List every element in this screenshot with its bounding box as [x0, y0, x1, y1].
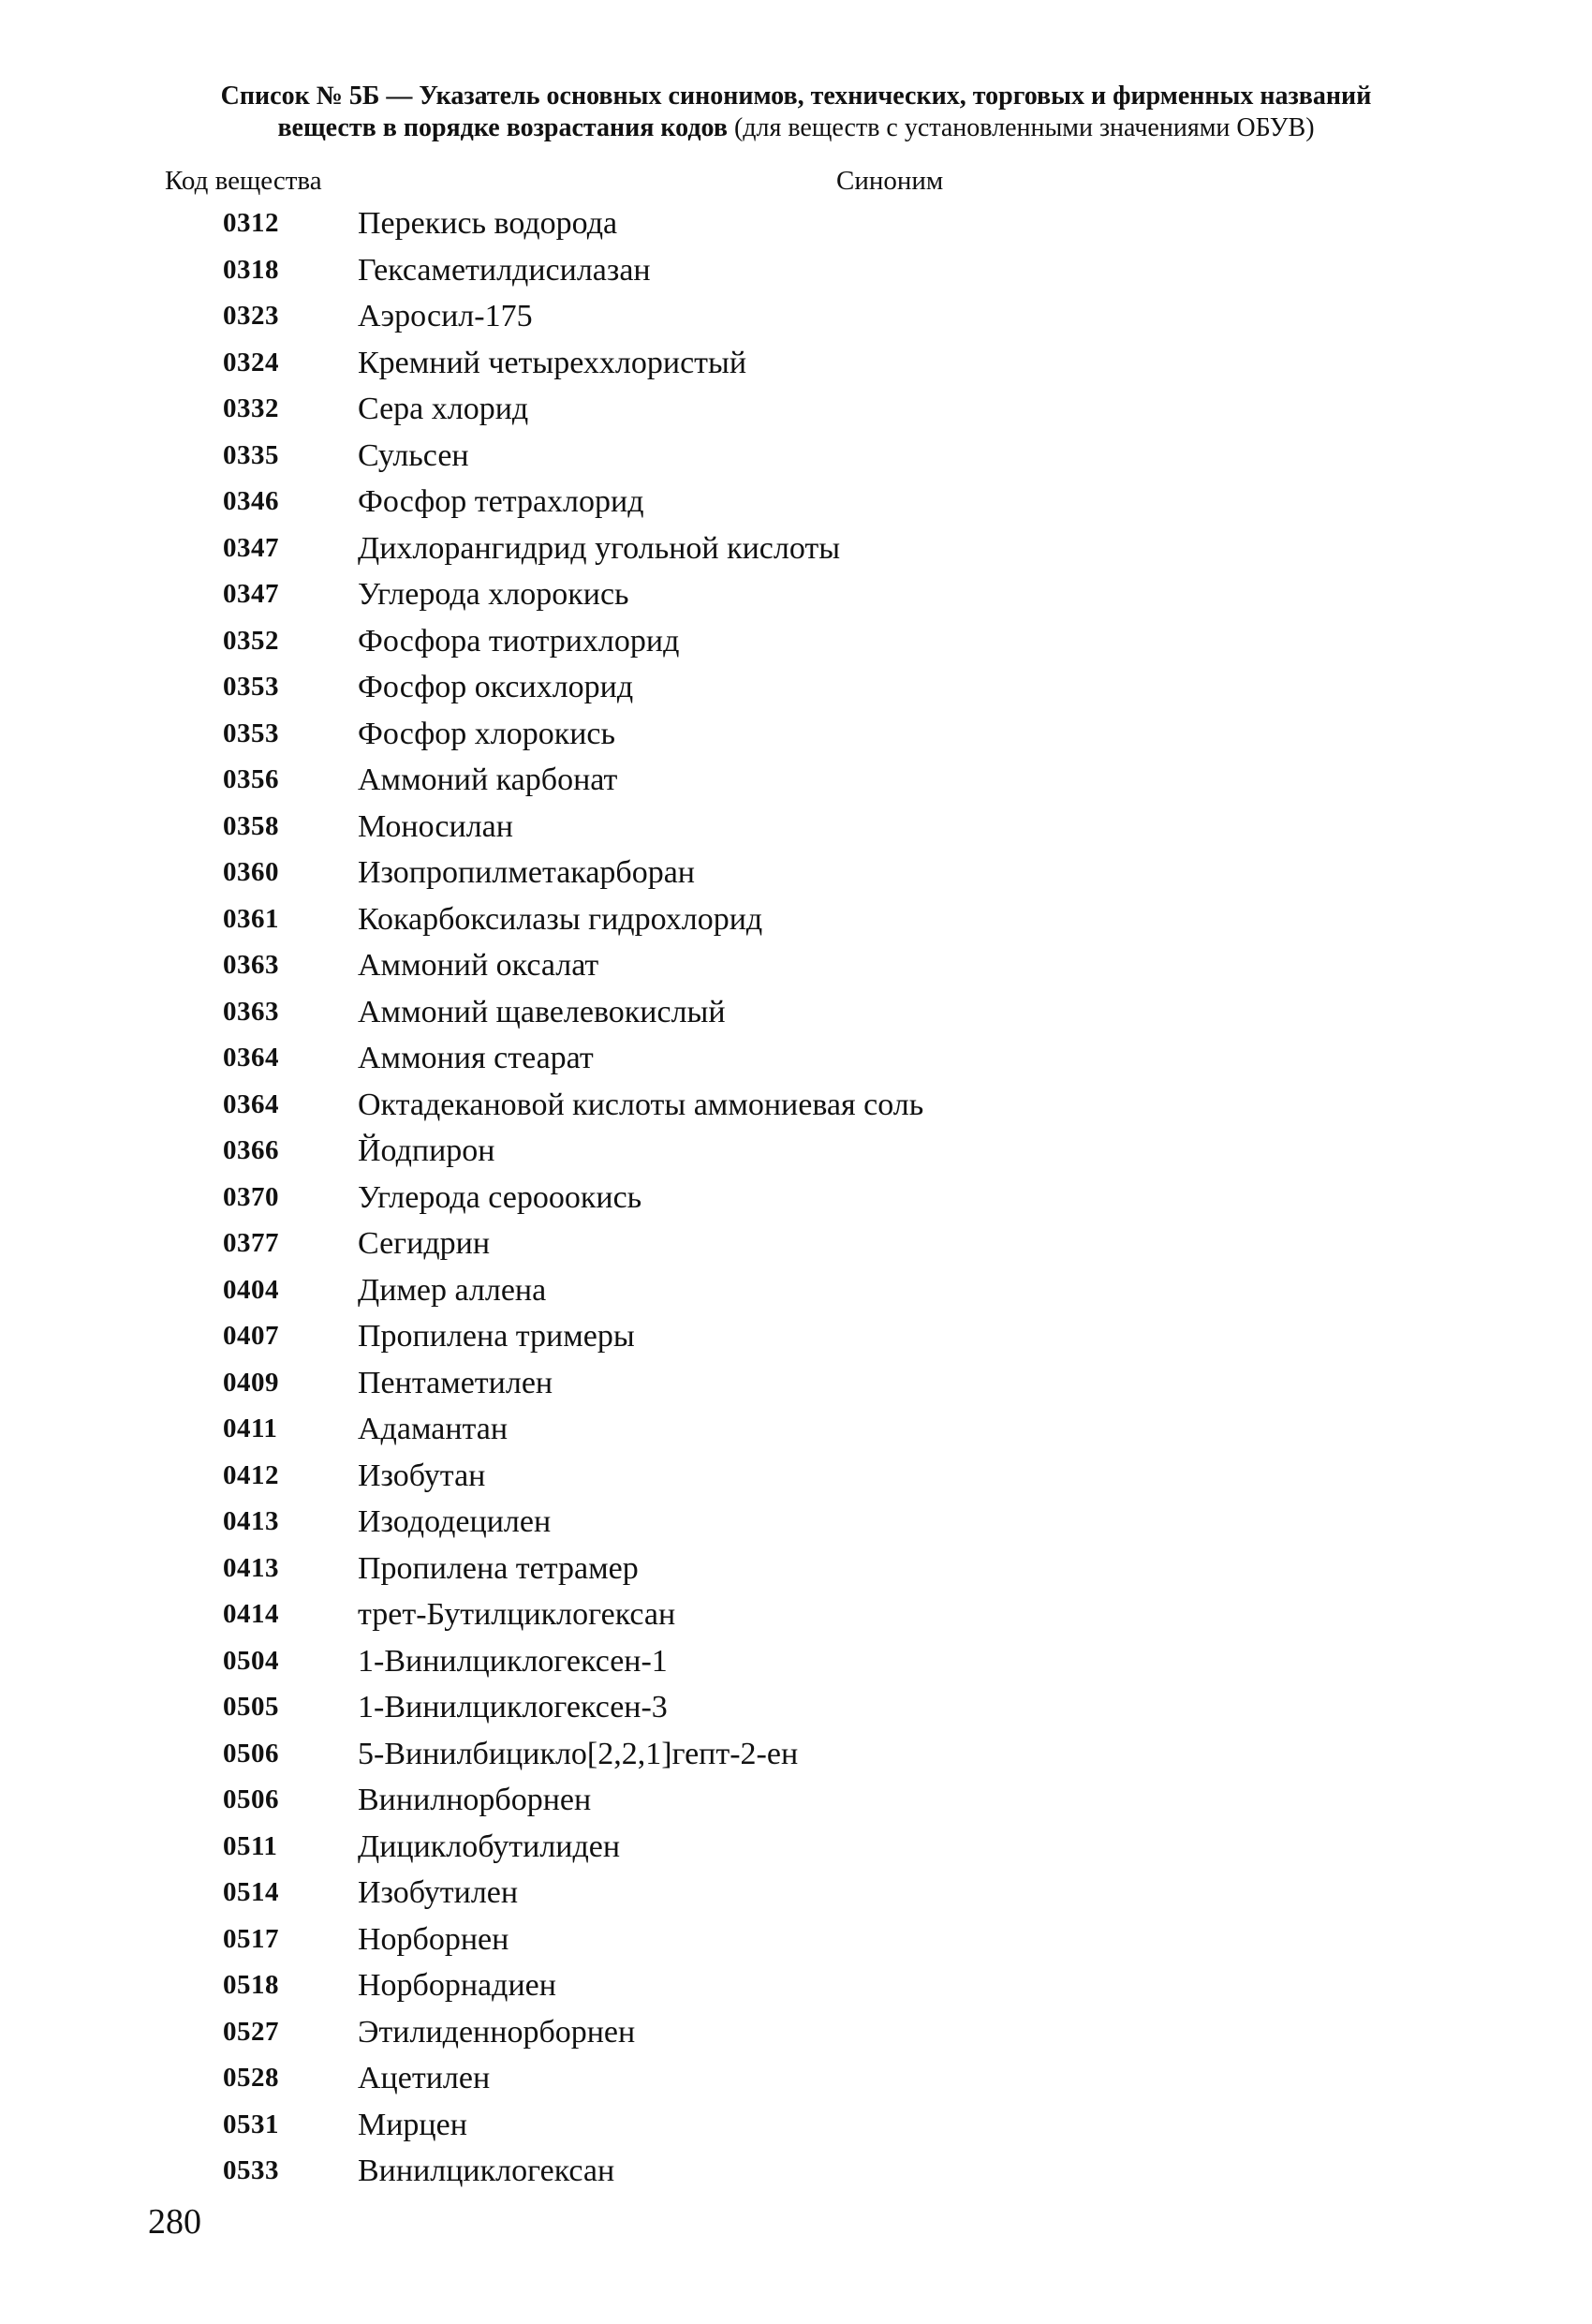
table-row	[0, 340, 1592, 387]
table-row	[0, 1360, 1592, 1407]
table-row	[0, 1082, 1592, 1129]
substance-code: 0407	[223, 1321, 279, 1351]
synonym-name: Октадекановой кислоты аммониевая соль	[358, 1087, 924, 1122]
synonym-name: Гексаметилдисилазан	[358, 252, 651, 288]
substance-code: 0323	[223, 301, 279, 331]
synonym-name: Углерода серооокись	[358, 1179, 642, 1215]
table-row	[0, 1546, 1592, 1592]
substance-code: 0324	[223, 347, 279, 377]
list-title	[169, 81, 1423, 144]
substance-code: 0360	[223, 857, 279, 887]
synonym-name: Моносилан	[358, 808, 513, 844]
substance-code: 0413	[223, 1552, 279, 1583]
table-row	[0, 200, 1592, 247]
table-row	[0, 1591, 1592, 1638]
substance-code: 0404	[223, 1274, 279, 1305]
table-row	[0, 479, 1592, 525]
list-title-bold: Список № 5Б — Указатель основных синонимов, технических, торговых и фирменных названий веществ в порядке возрастания кодов	[220, 81, 1372, 142]
substance-code: 0361	[223, 903, 279, 934]
table-row	[0, 1499, 1592, 1546]
synonym-name: Димер аллена	[358, 1272, 547, 1308]
substance-code: 0511	[223, 1830, 278, 1861]
table-row	[0, 1313, 1592, 1360]
table-row	[0, 757, 1592, 804]
substance-code: 0414	[223, 1599, 279, 1629]
substance-code: 0335	[223, 439, 279, 470]
table-row	[0, 1870, 1592, 1917]
synonym-name: Винилциклогексан	[358, 2154, 615, 2188]
synonym-name: Пропилена тетрамер	[358, 1550, 639, 1586]
synonym-name: Перекись водорода	[358, 206, 618, 241]
table-row	[0, 525, 1592, 572]
substance-code: 0370	[223, 1181, 279, 1212]
table-row	[0, 571, 1592, 618]
synonym-name: Пропилена тримеры	[358, 1319, 635, 1354]
synonym-name: Углерода хлорокись	[358, 577, 629, 612]
substance-code: 0409	[223, 1367, 279, 1398]
substance-code: 0527	[223, 2016, 279, 2047]
synonym-table	[0, 200, 1592, 2195]
substance-code: 0363	[223, 950, 279, 980]
table-row	[0, 942, 1592, 989]
synonym-name: Аммоний оксалат	[358, 948, 599, 983]
synonym-name: Дициклобутилиден	[358, 1828, 621, 1864]
table-row	[0, 293, 1592, 340]
synonym-name: Кремний четыреххлористый	[358, 345, 747, 380]
synonym-column-header: Синоним	[836, 166, 944, 196]
synonym-name: Кокарбоксилазы гидрохлорид	[358, 901, 763, 937]
substance-code: 0318	[223, 254, 279, 285]
table-row	[0, 850, 1592, 896]
table-row	[0, 2009, 1592, 2056]
synonym-name: 5-Винилбицикло[2,2,1]гепт-2-ен	[358, 1736, 799, 1771]
table-row	[0, 1731, 1592, 1778]
substance-code: 0353	[223, 718, 279, 748]
table-row	[0, 2055, 1592, 2102]
table-row	[0, 664, 1592, 711]
synonym-name: Норборнадиен	[358, 1968, 556, 2003]
substance-code: 0353	[223, 672, 279, 702]
table-row	[0, 1221, 1592, 1267]
synonym-name: Изопропилметакарборан	[358, 855, 695, 890]
synonym-name: Адамантан	[358, 1412, 509, 1446]
synonym-name: Аммония стеарат	[358, 1041, 594, 1075]
table-row	[0, 433, 1592, 480]
substance-code: 0356	[223, 764, 279, 794]
table-row	[0, 386, 1592, 433]
table-row	[0, 1175, 1592, 1221]
synonym-name: Винилнорборнен	[358, 1783, 592, 1817]
synonym-name: Фосфора тиотрихлорид	[358, 623, 680, 659]
substance-code: 0364	[223, 1043, 279, 1073]
page-number: 280	[148, 2202, 201, 2242]
table-row	[0, 1453, 1592, 1500]
synonym-name: Сегидрин	[358, 1226, 491, 1261]
substance-code: 0517	[223, 1923, 279, 1954]
synonym-name: Дихлорангидрид угольной кислоты	[358, 530, 841, 566]
synonym-name: Сульсен	[358, 437, 469, 473]
substance-code: 0347	[223, 579, 279, 609]
code-column-header: Код вещества	[165, 166, 322, 196]
table-row	[0, 1406, 1592, 1453]
substance-code: 0412	[223, 1459, 279, 1490]
substance-code: 0531	[223, 2109, 279, 2139]
substance-code: 0347	[223, 532, 279, 563]
substance-code: 0504	[223, 1645, 279, 1676]
table-row	[0, 896, 1592, 943]
table-row	[0, 1267, 1592, 1314]
table-row	[0, 804, 1592, 851]
synonym-name: Норборнен	[358, 1921, 509, 1957]
substance-code: 0506	[223, 1784, 279, 1814]
synonym-name: Йодпирон	[358, 1133, 495, 1168]
synonym-name: Фосфор оксихлорид	[358, 670, 634, 704]
substance-code: 0377	[223, 1228, 279, 1258]
substance-code: 0528	[223, 2063, 279, 2093]
synonym-name: Фосфор тетрахлорид	[358, 484, 644, 519]
synonym-name: Пентаметилен	[358, 1365, 553, 1400]
synonym-name: 1-Винилциклогексен-3	[358, 1690, 668, 1724]
substance-code: 0411	[223, 1414, 278, 1443]
table-row	[0, 1035, 1592, 1082]
synonym-name: 1-Винилциклогексен-1	[358, 1643, 668, 1679]
table-row	[0, 1962, 1592, 2009]
synonym-name: Сера хлорид	[358, 392, 529, 426]
synonym-name: Изобутан	[358, 1458, 486, 1493]
substance-code: 0514	[223, 1877, 279, 1907]
table-row	[0, 1777, 1592, 1824]
synonym-name: Аммоний карбонат	[358, 762, 618, 797]
substance-code: 0506	[223, 1738, 279, 1769]
synonym-name: Фосфор хлорокись	[358, 716, 616, 751]
table-row	[0, 711, 1592, 758]
substance-code: 0533	[223, 2155, 279, 2185]
synonym-name: Изододецилен	[358, 1504, 552, 1539]
table-row	[0, 2102, 1592, 2149]
synonym-name: Аммоний щавелевокислый	[358, 994, 726, 1029]
table-row	[0, 1638, 1592, 1685]
substance-code: 0358	[223, 810, 279, 841]
table-row	[0, 247, 1592, 294]
synonym-name: Изобутилен	[358, 1875, 519, 1910]
synonym-name: Мирцен	[358, 2107, 467, 2142]
table-row	[0, 618, 1592, 665]
table-row	[0, 1917, 1592, 1963]
substance-code: 0352	[223, 625, 279, 656]
synonym-name: трет-Бутилциклогексан	[358, 1597, 676, 1632]
table-row	[0, 1684, 1592, 1731]
substance-code: 0346	[223, 486, 279, 516]
synonym-name: Аэросил-175	[358, 299, 533, 333]
synonym-name: Ацетилен	[358, 2061, 491, 2095]
substance-code: 0364	[223, 1088, 279, 1119]
substance-code: 0332	[223, 393, 279, 423]
substance-code: 0518	[223, 1970, 279, 2000]
substance-code: 0363	[223, 996, 279, 1027]
list-title-qualifier: (для веществ с установленными значениями ОБУВ)	[727, 113, 1315, 142]
table-row	[0, 2148, 1592, 2195]
table-row	[0, 989, 1592, 1036]
substance-code: 0505	[223, 1692, 279, 1722]
synonym-name: Этилиденнорборнен	[358, 2014, 636, 2050]
substance-code: 0312	[223, 208, 279, 238]
substance-code: 0413	[223, 1506, 279, 1536]
substance-code: 0366	[223, 1135, 279, 1165]
table-row	[0, 1128, 1592, 1175]
table-row	[0, 1824, 1592, 1871]
